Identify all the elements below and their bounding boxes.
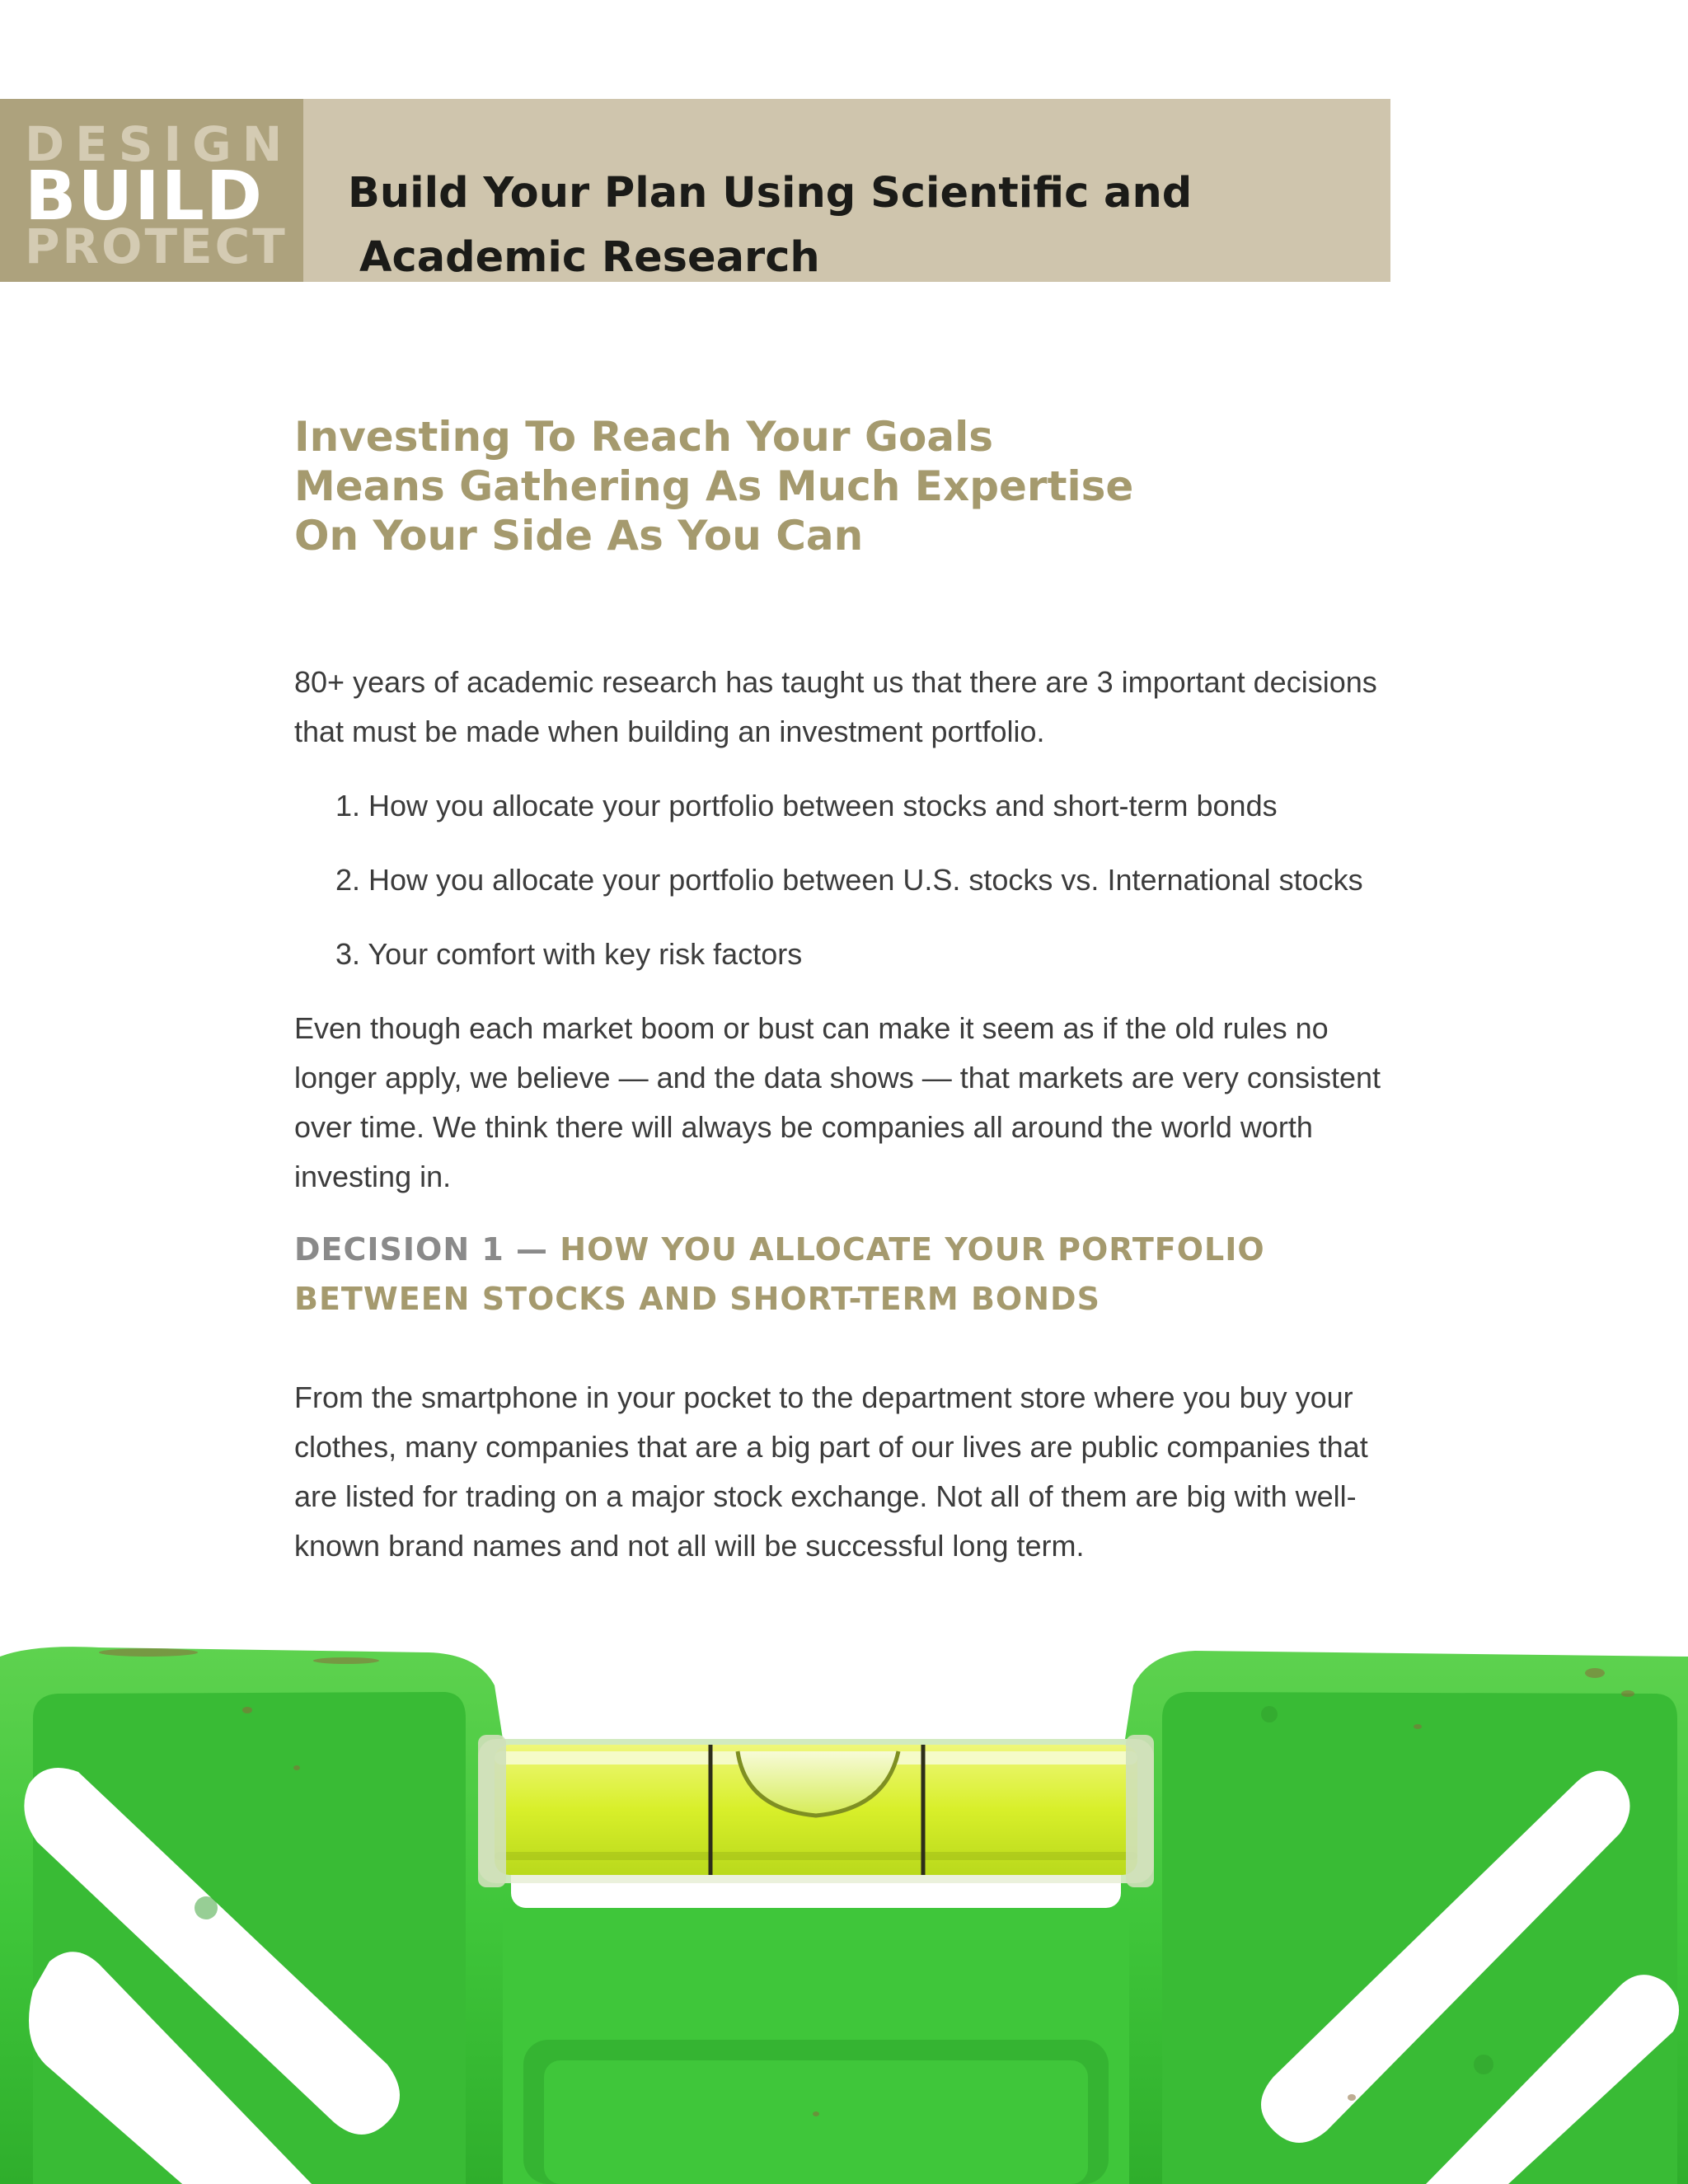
intro-paragraph: 80+ years of academic research has taught us that there are 3 important decisions that must be made when building an investment portfolio. (294, 665, 1377, 748)
decisions-list (294, 781, 1390, 979)
decision-1-title: HOW YOU ALLOCATE YOUR PORTFOLIO BETWEEN STOCKS AND SHORT-TERM BONDS (294, 1231, 1265, 1317)
logo-line-build: BUILD (25, 157, 264, 236)
headline-line-1: Investing To Reach Your Goals (294, 413, 993, 461)
logo-line-protect: PROTECT (25, 218, 288, 274)
spirit-level-graphic (0, 1636, 1688, 2184)
decision-item-1: 1. How you allocate your portfolio between stocks and short-term bonds (335, 789, 1278, 823)
decision-1-heading (294, 1225, 1390, 1324)
headline-line-3: On Your Side As You Can (294, 512, 864, 560)
section-headline (294, 412, 1390, 560)
market-consistency-paragraph: Even though each market boom or bust can make it seem as if the old rules no longer apply, we believe — and the data shows — that markets are very consistent over time. We think there will always be companies all around the world worth investing in. (294, 1011, 1381, 1193)
decision-1-prefix: DECISION 1 — (294, 1231, 560, 1268)
design-build-protect-logo (0, 99, 303, 282)
public-companies-paragraph: From the smartphone in your pocket to the department store where you buy your clothes, many companies that are a big part of our lives are public companies that are listed for trading on a major stock exchange. Not all of them are big with well-known brand names and not all will be successful long term. (294, 1380, 1368, 1563)
page-title-line-2: Academic Research (359, 233, 820, 283)
logo-line-design: DESIGN (25, 116, 293, 172)
header-banner (0, 99, 1390, 282)
page-title-line-1: Build Your Plan Using Scientific and (348, 169, 1193, 218)
spirit-level-photo (0, 1636, 1688, 2184)
decision-item-2: 2. How you allocate your portfolio between U.S. stocks vs. International stocks (335, 863, 1363, 897)
page-title (348, 162, 1337, 290)
main-content (294, 412, 1390, 1571)
headline-line-2: Means Gathering As Much Expertise (294, 462, 1134, 510)
decision-item-3: 3. Your comfort with key risk factors (335, 937, 803, 971)
